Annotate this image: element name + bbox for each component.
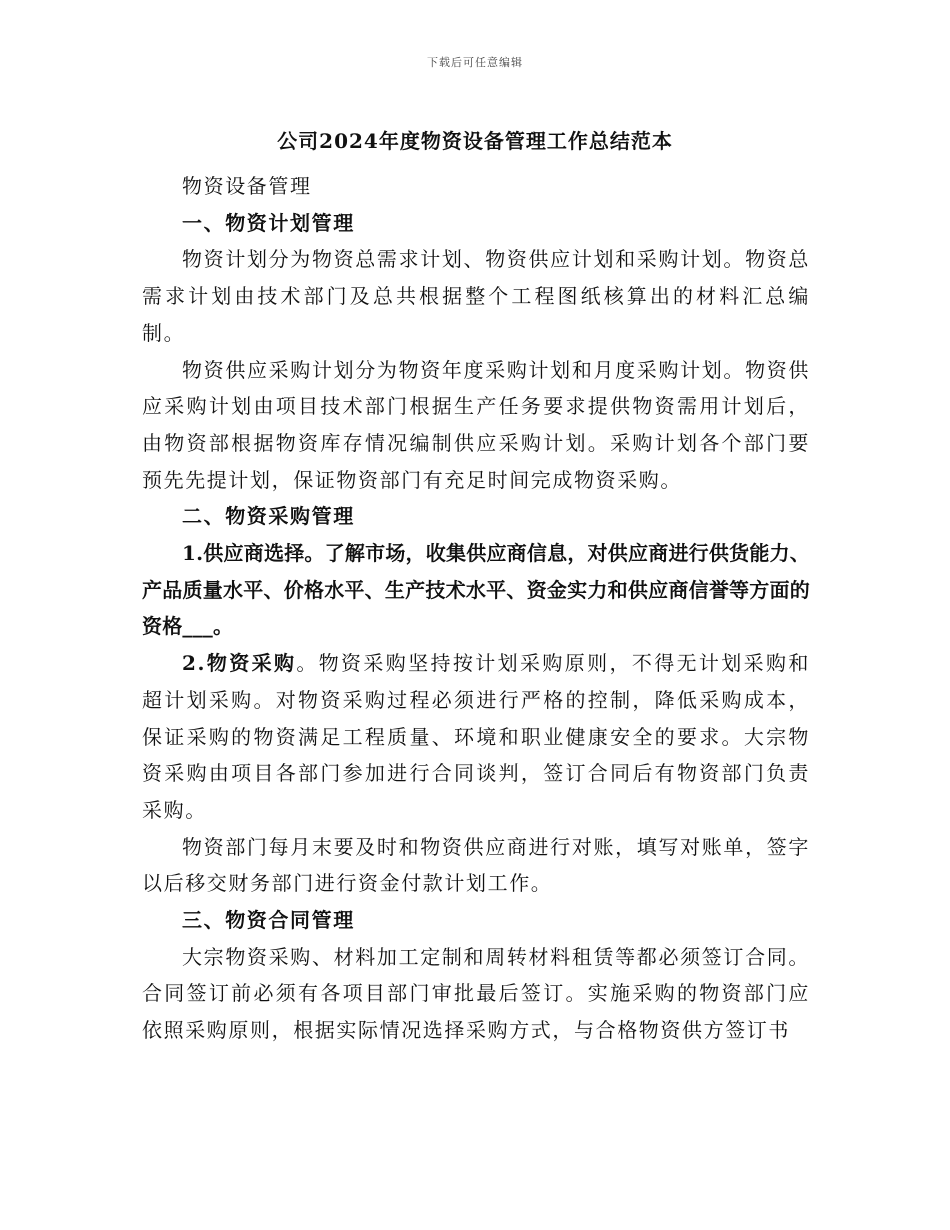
section-3-heading: 三、物资合同管理 (182, 908, 355, 933)
page-header-note: 下载后可任意编辑 (427, 56, 523, 69)
section-1-paragraph-1: 物资计划分为物资总需求计划、物资供应计划和采购计划。物资总需求计划由技术部门及总共根据整个工程图纸核算出的材料汇总编制。 (142, 247, 810, 345)
section-2-item-2 (142, 645, 810, 829)
document-subtitle: 物资设备管理 (182, 174, 312, 198)
section-2-paragraph-3: 物资部门每月末要及时和物资供应商进行对账，填写对账单，签字以后移交财务部门进行资金付款计划工作。 (142, 834, 810, 896)
document-body (142, 168, 810, 1049)
document-title: 公司2024年度物资设备管理工作总结范本 (277, 129, 673, 153)
section-2-heading: 二、物资采购管理 (182, 504, 355, 529)
section-1-paragraph-2: 物资供应采购计划分为物资年度采购计划和月度采购计划。物资供应采购计划由项目技术部门根据生产任务要求提供物资需用计划后，由物资部根据物资库存情况编制供应采购计划。采购计划各个部门要预先先提计划，保证物资部门有充足时间完成物资采购。 (142, 357, 810, 492)
section-1-heading: 一、物资计划管理 (182, 210, 355, 235)
section-2-item-1: 1.供应商选择。了解市场，收集供应商信息，对供应商进行供货能力、产品质量水平、价格水平、生产技术水平、资金实力和供应商信誉等方面的资格___。 (142, 541, 810, 639)
section-2-item-2-lead: 2.物资采购 (182, 651, 297, 676)
section-2-item-2-body: 。物资采购坚持按计划采购原则，不得无计划采购和超计划采购。对物资采购过程必须进行严格的控制，降低采购成本，保证采购的物资满足工程质量、环境和职业健康安全的要求。大宗物资采购由项目各部门参加进行合同谈判，签订合同后有物资部门负责采购。 (142, 651, 810, 822)
section-3-paragraph-1: 大宗物资采购、材料加工定制和周转材料租赁等都必须签订合同。合同签订前必须有各项目部门审批最后签订。实施采购的物资部门应依照采购原则，根据实际情况选择采购方式，与合格物资供方签订书 (142, 944, 810, 1043)
